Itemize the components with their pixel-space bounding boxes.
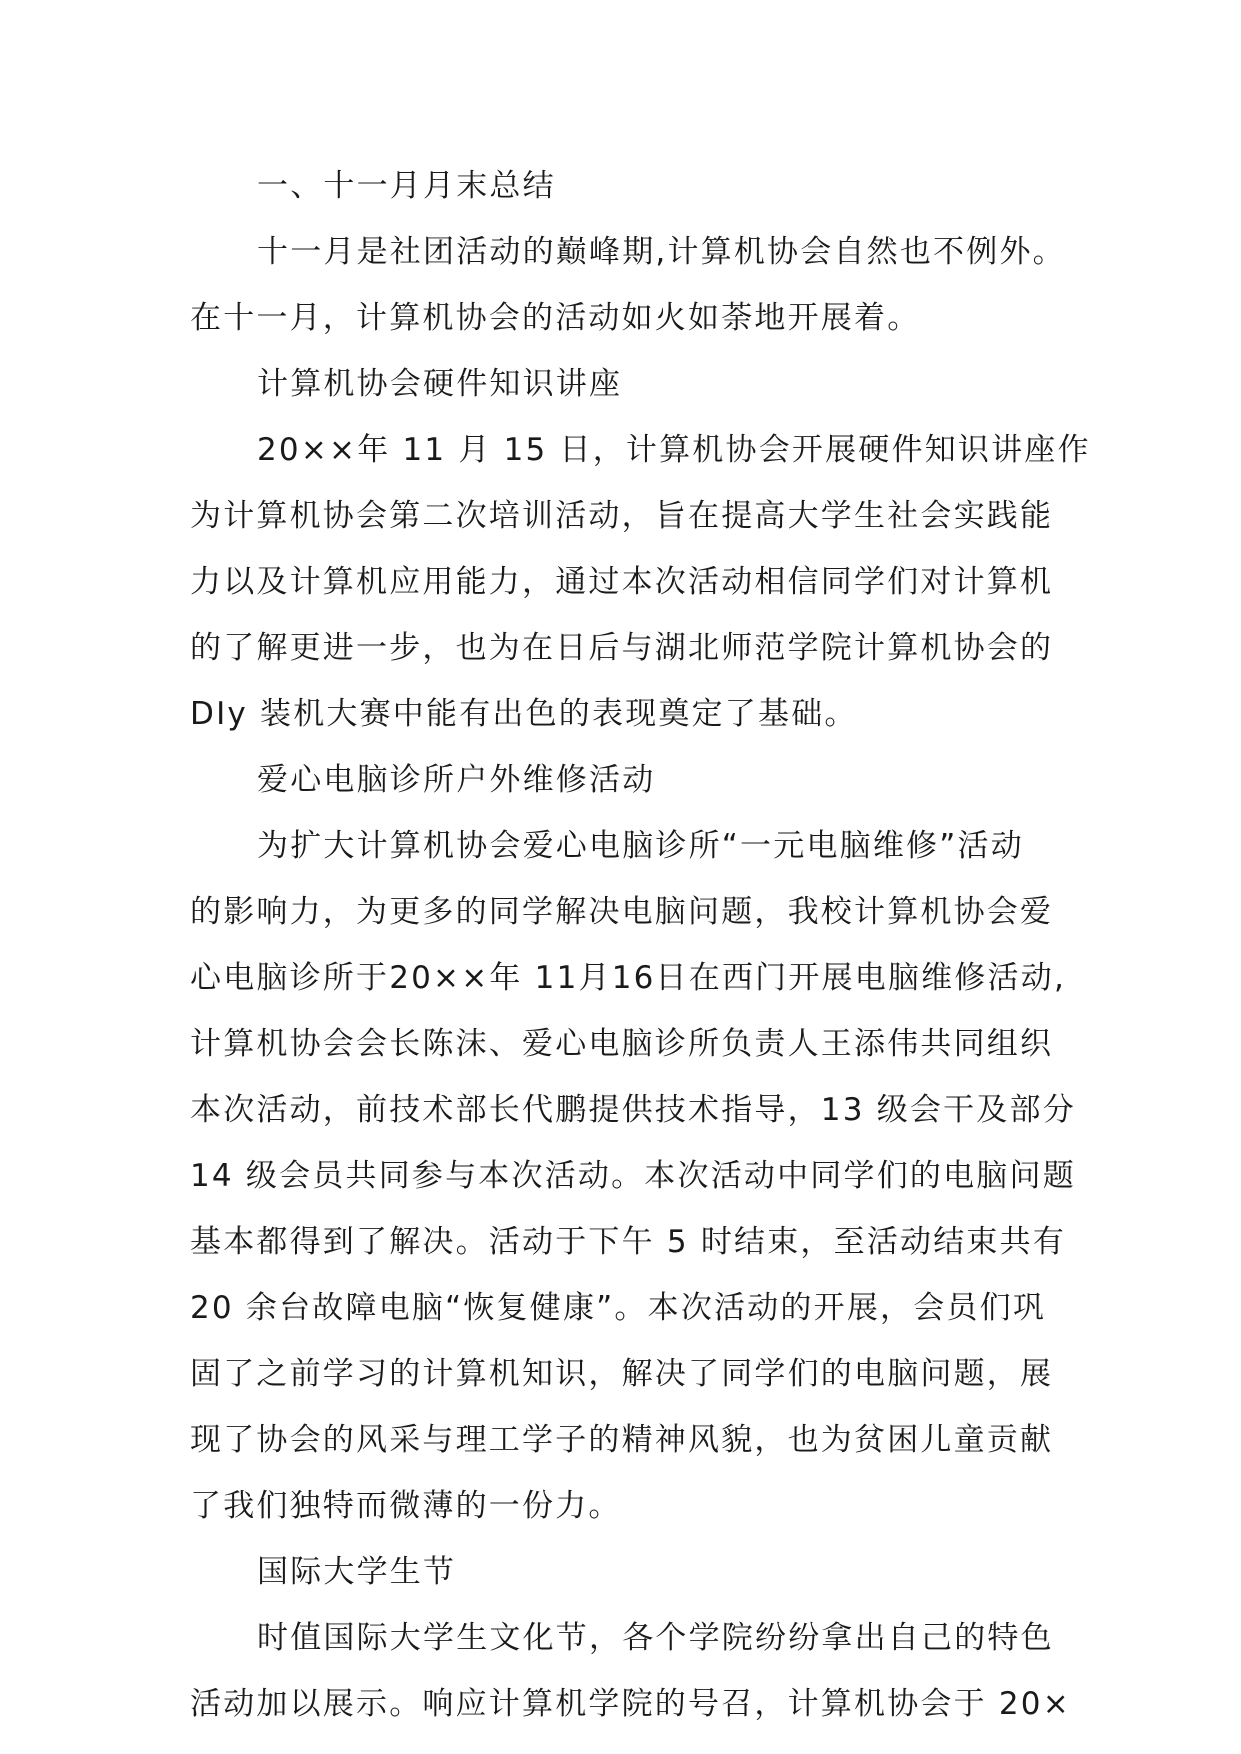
paragraph-line: 了我们独特而微薄的一份力。 [190,1488,622,1524]
heading-student-festival: 国际大学生节 [257,1554,457,1590]
paragraph-line: 20 余台故障电脑“恢复健康”。本次活动的开展，会员们巩 [190,1290,1047,1326]
paragraph-line: 时值国际大学生文化节，各个学院纷纷拿出自己的特色 [257,1620,1054,1656]
paragraph-line: DIy 装机大赛中能有出色的表现奠定了基础。 [190,696,858,732]
paragraph-line: 的影响力，为更多的同学解决电脑问题，我校计算机协会爱 [190,894,1054,930]
paragraph-line: 活动加以展示。响应计算机学院的号召，计算机协会于 20× [190,1686,1071,1722]
paragraph-line: 20××年 11 月 15 日，计算机协会开展硬件知识讲座作 [257,432,1091,468]
paragraph-line: 为计算机协会第二次培训活动，旨在提高大学生社会实践能 [190,498,1054,534]
paragraph-line: 计算机协会会长陈沫、爱心电脑诊所负责人王添伟共同组织 [190,1026,1054,1062]
heading-november-summary: 一、十一月月末总结 [257,168,556,204]
paragraph-line: 力以及计算机应用能力，通过本次活动相信同学们对计算机 [190,564,1054,600]
paragraph-line: 心电脑诊所于20××年 11月16日在西门开展电脑维修活动, [190,960,1066,996]
paragraph-line: 的了解更进一步，也为在日后与湖北师范学院计算机协会的 [190,630,1054,666]
paragraph-line: 在十一月，计算机协会的活动如火如荼地开展着。 [190,300,921,336]
paragraph-line: 14 级会员共同参与本次活动。本次活动中同学们的电脑问题 [190,1158,1076,1194]
paragraph-line: 本次活动，前技术部长代鹏提供技术指导，13 级会干及部分 [190,1092,1076,1128]
paragraph-line: 基本都得到了解决。活动于下午 5 时结束，至活动结束共有 [190,1224,1067,1260]
paragraph-line: 现了协会的风采与理工学子的精神风貌，也为贫困儿童贡献 [190,1422,1054,1458]
paragraph-line: 为扩大计算机协会爱心电脑诊所“一元电脑维修”活动 [257,828,1024,864]
heading-hardware-lecture: 计算机协会硬件知识讲座 [257,366,623,402]
heading-repair-activity: 爱心电脑诊所户外维修活动 [257,762,656,798]
paragraph-line: 十一月是社团活动的巅峰期,计算机协会自然也不例外。 [257,234,1066,270]
paragraph-line: 固了之前学习的计算机知识，解决了同学们的电脑问题，展 [190,1356,1054,1392]
